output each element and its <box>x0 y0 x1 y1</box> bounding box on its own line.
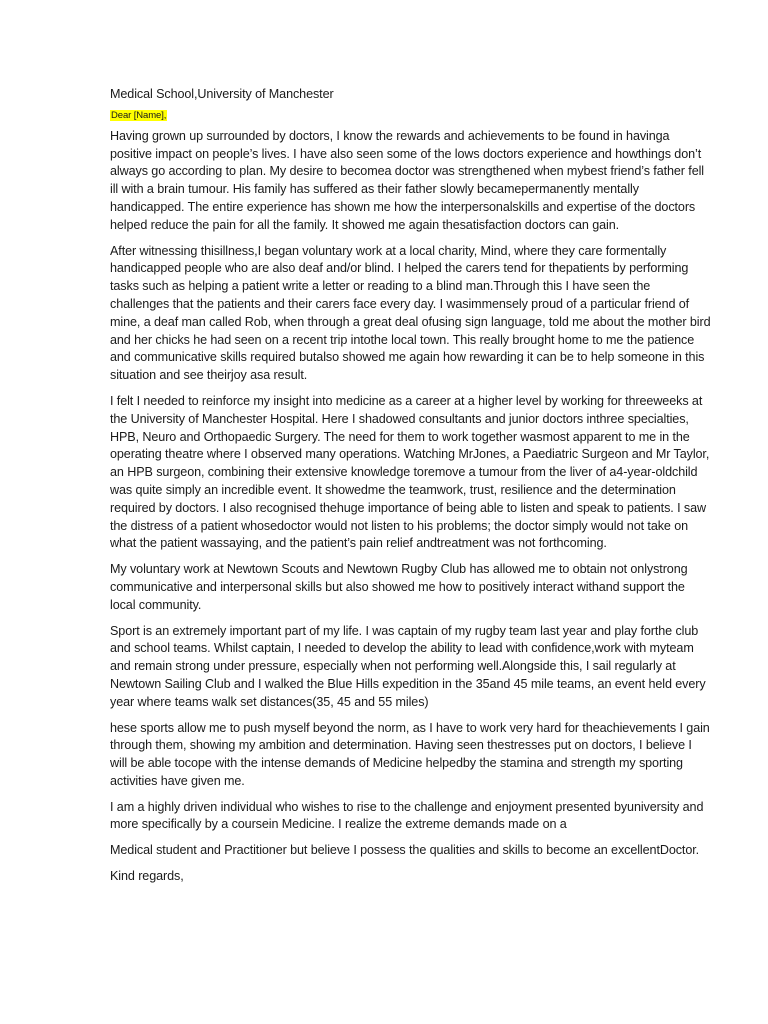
paragraph-5: Sport is an extremely important part of my life. I was captain of my rugby team last year and play forthe club and school teams. Whilst captain, I needed to develop the ability to lead with confidence,work with myteam and remain strong under pressure, especially when not performing well.Alongside this, I sail regularly at Newtown Sailing Club and I walked the Blue Hills expedition in the 35and 45 mile teams, an event held every year where teams walk set distances(35, 45 and 55 miles) <box>110 623 706 709</box>
paragraph-8: Medical student and Practitioner but believe I possess the qualities and skills to become an excellentDoctor. <box>110 843 700 858</box>
closing-line: Kind regards, <box>110 869 184 884</box>
paragraph-1: Having grown up surrounded by doctors, I know the rewards and achievements to be found in havinga positive impact on people’s lives. I have also seen some of the lows doctors experience and howthings don’t always go according to plan. My desire to becomea doctor was strengthened when mybest friend’s father fell ill with a brain tumour. His family has suffered as their father slowly becamepermanently mentally handicapped. The entire experience has shown me how the interpersonalskills and expertise of the doctors helped reduce the pain for all the family. It showed me again thesatisfaction doctors can gain. <box>110 128 704 232</box>
letter-page <box>110 86 712 886</box>
paragraph-6: hese sports allow me to push myself beyond the norm, as I have to work very hard for theachievements I gain through them, showing my ambition and determination. Having seen thestresses put on doctors, I believe I will be able tocope with the intense demands of Medicine helpedby the stamina and strength my sporting activities have given me. <box>110 720 710 788</box>
salutation-highlight: Dear [Name], <box>111 109 167 121</box>
letter-heading: Medical School,University of Manchester <box>110 87 334 101</box>
paragraph-3: I felt I needed to reinforce my insight into medicine as a career at a higher level by working for threeweeks at the University of Manchester Hospital. Here I shadowed consultants and junior doctors inthree specialties, HPB, Neuro and Orthopaedic Surgery. The need for them to work together wasmost apparent to me in the operating theatre where I observed many operations. Watching MrJones, a Paediatric Surgeon and Mr Taylor, an HPB surgeon, combining their extensive knowledge toremove a tumour from the liver of a4-year-oldchild was quite simply an incredible event. It showedme the teamwork, trust, resilience and the determination required by doctors. I also recognised thehuge importance of being able to listen and speak to patients. I saw the distress of a patient whosedoctor would not listen to his problems; the doctor simply would not take on what the patient wassaying, and the patient’s pain relief andtreatment was not forthcoming. <box>110 393 710 551</box>
paragraph-7: I am a highly driven individual who wishes to rise to the challenge and enjoyment presented byuniversity and more specifically by a coursein Medicine. I realize the extreme demands made on a <box>110 799 704 832</box>
paragraph-4: My voluntary work at Newtown Scouts and Newtown Rugby Club has allowed me to obtain not onlystrong communicative and interpersonal skills but also showed me how to positively interact withand support the local community. <box>110 562 688 612</box>
paragraph-2: After witnessing thisillness,I began voluntary work at a local charity, Mind, where they care formentally handicapped people who are also deaf and/or blind. I helped the carers tend for thepatients by performing tasks such as helping a patient write a letter or reading to a blind man.Through this I have seen the challenges that the patients and their carers face every day. I wasimmensely proud of a particular friend of mine, a deaf man called Rob, when through a great deal ofusing sign language, told me about the mother bird and her chicks he had seen on a recent trip intothe local town. This really brought home to me the patience and communicative skills required butalso showed me again how rewarding it can be to help someone in this situation and see theirjoy asa result. <box>110 243 711 383</box>
salutation-line <box>110 107 712 123</box>
